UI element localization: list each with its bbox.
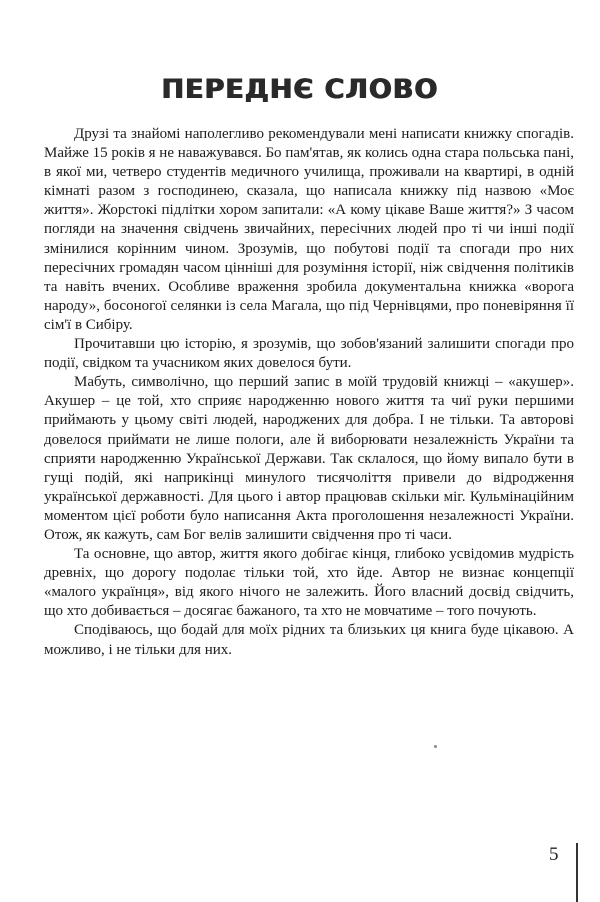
scan-speck xyxy=(434,745,437,748)
foreword-body xyxy=(44,125,574,660)
page-title: ПЕРЕДНЄ СЛОВО xyxy=(161,74,439,105)
margin-rule xyxy=(576,843,578,902)
paragraph: Та основне, що автор, життя якого добігає кінця, глибоко усвідомив мудрість древніх, що дорогу подолає тільки той, хто йде. Автор не визнає концепції «малого українця», від якого нічого не залежить. Його власний досвід свідчить, що хто добивається – досягає бажаного, та хто не мовчатиме – того почують. xyxy=(44,546,574,620)
page-number: 5 xyxy=(549,844,559,865)
paragraph: Мабуть, символічно, що перший запис в моїй трудовій книжці – «акушер». Акушер – це той, хто сприяє народженню нового життя та чиї руки першими приймають у цьому світі людей, народжених для добра. І не тільки. Та авторові довелося приймати не лише пологи, але й виборювати незалежність України та сприяти народженню Української Держави. Так склалося, що йому випало бути в гущі подій, які наприкінці минулого тисячоліття привели до відродження української державності. Для цього і автор працював скільки міг. Кульмінаційним моментом цієї роботи було написання Акта проголошення незалежності України. Отож, як кажуть, сам Бог велів залишити свідчення про ті часи. xyxy=(44,374,574,543)
paragraph: Прочитавши цю історію, я зрозумів, що зобов'язаний залишити спогади про події, свідком та учасником яких довелося бути. xyxy=(44,336,574,372)
paragraph: Друзі та знайомі наполегливо рекомендували мені написати книжку спогадів. Майже 15 років я не наважувався. Бо пам'ятав, як колись одна стара польська пані, в якої ми, четверо студентів медичного училища, проживали на квартирі, в одній кімнаті разом з господинею, сказала, що написала книжку під назвою «Моє життя». Жорстокі підлітки хором запитали: «А кому цікаве Ваше життя?» З часом погляди на значення свідчень звичайних, пересічних людей про ті чи інші події змінилися корінним чином. Зрозумів, що побутові події та спогади про них пересічних громадян часом цінніші для розуміння історії, ніж свідчення політиків та навіть вчених. Особливе враження зробила документальна книжка «ворога народу», босоногої селянки із села Магала, що під Чернівцями, про поневіряння її сім'ї в Сибіру. xyxy=(44,126,574,333)
paragraph: Сподіваюсь, що бодай для моїх рідних та близьких ця книга буде цікавою. А можливо, і не тільки для них. xyxy=(44,622,574,658)
